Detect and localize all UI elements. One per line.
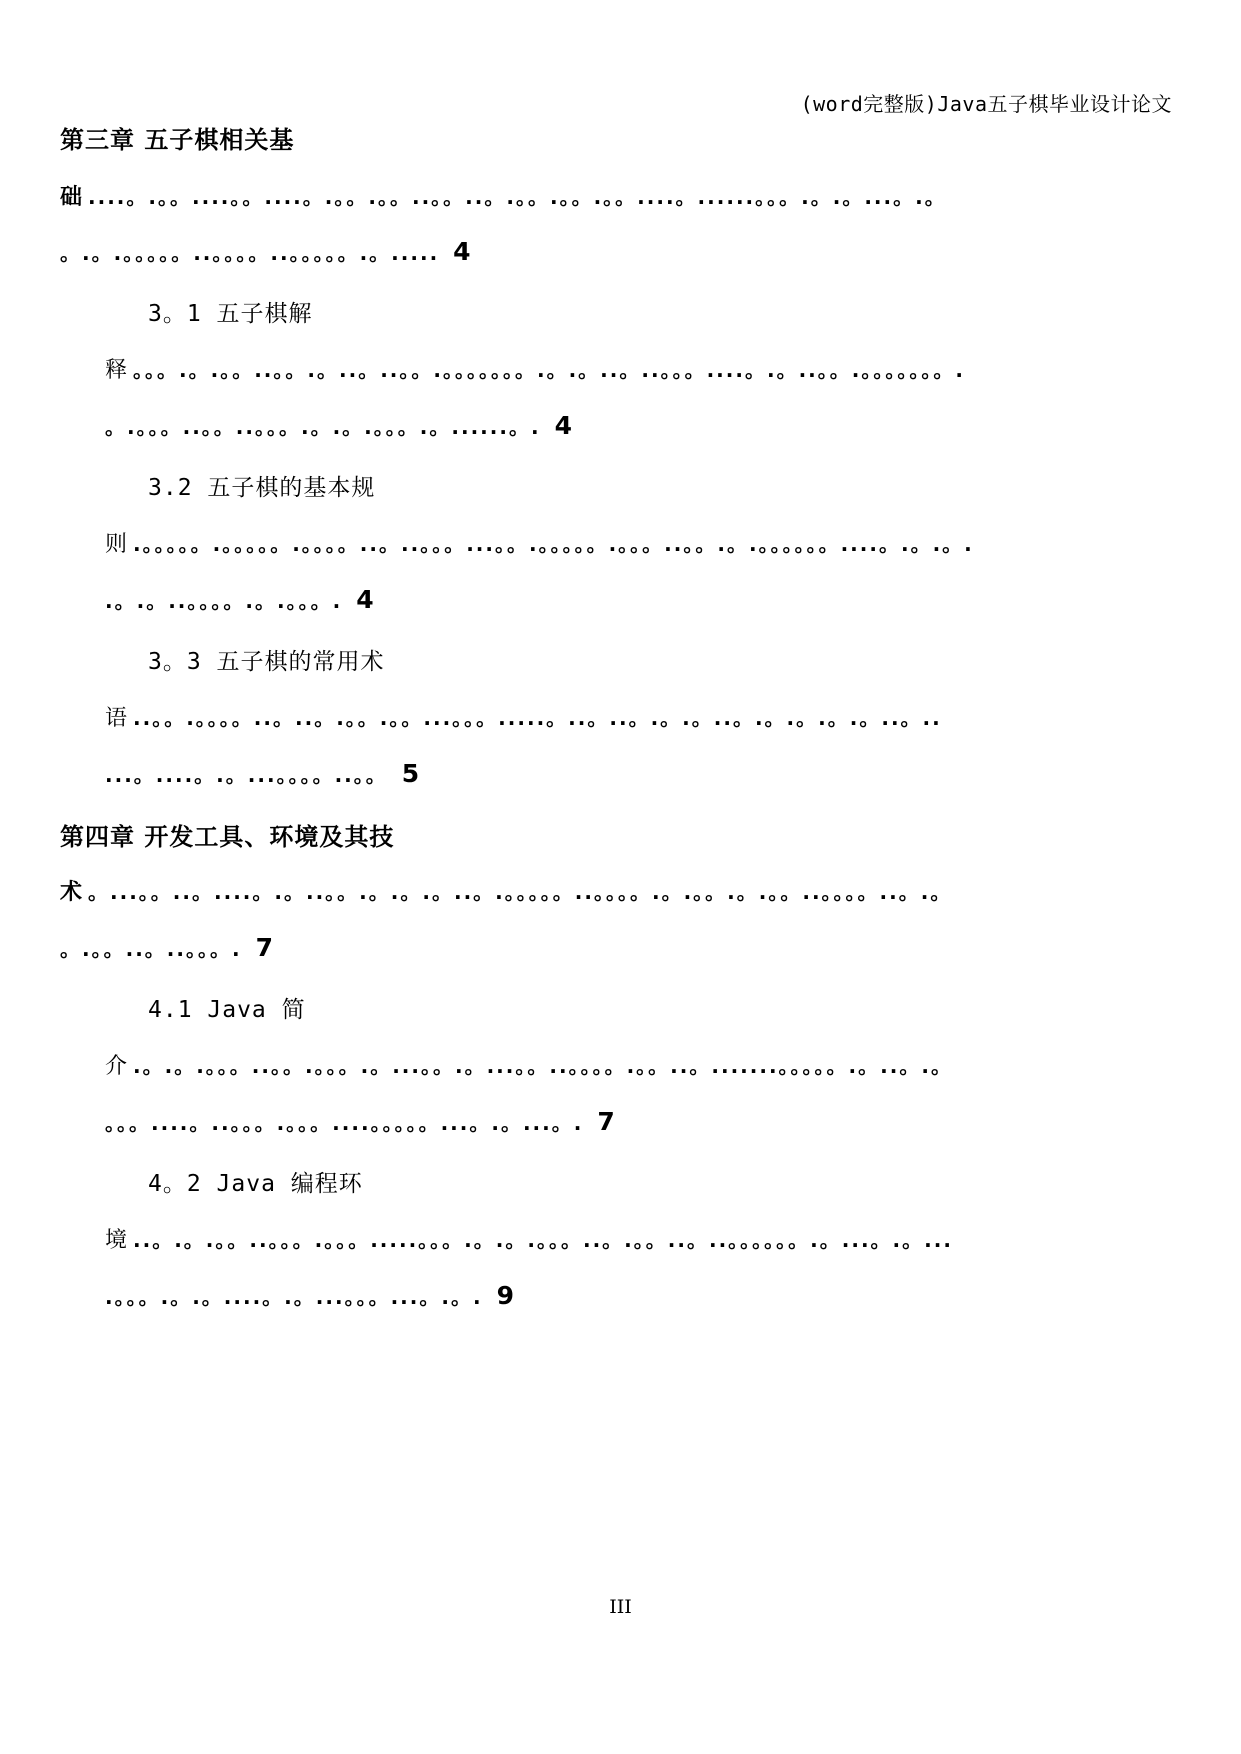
dot-leader: ..。。.。。。。..。..。.。。.。。...。。。.....。..。..。.。.。..。.。.。.。.。..。.. <box>133 706 942 730</box>
toc-section-3-3-last-char: 语 <box>105 706 128 731</box>
toc-section-3-1-leader-2 <box>105 411 572 440</box>
page-number: 7 <box>597 1107 615 1136</box>
dot-leader: 。.。。。..。。..。。。.。.。.。。。.。......。. <box>105 415 541 439</box>
page-number: 4 <box>356 585 374 614</box>
dot-leader: ....。.。。....。。....。.。。.。。..。。..。.。。.。。.。。....。......。。。.。.。...。.。 <box>88 185 947 209</box>
page-number: 4 <box>453 237 471 266</box>
toc-section-4-2-title[interactable]: 4。2 Java 编程环 <box>148 1171 363 1197</box>
page-number: 7 <box>255 933 273 962</box>
toc-section-3-2-title[interactable]: 3.2 五子棋的基本规 <box>148 475 376 501</box>
toc-section-4-2-last-char: 境 <box>105 1228 128 1253</box>
dot-leader: .。。。.。.。....。.。...。。。...。.。. <box>105 1285 483 1309</box>
toc-section-4-2-leader-1 <box>105 1223 953 1254</box>
toc-section-3-1-last-char: 释 <box>105 358 128 383</box>
toc-chapter-3-last-char: 础 <box>60 185 83 210</box>
dot-leader: 。.。.。。。。。..。。。。..。。。。。.。..... <box>60 241 440 265</box>
dot-leader: 。。。.。.。。..。。.。..。..。。.。。。。。。。.。.。..。..。。。....。.。..。。.。。。。。。。. <box>133 358 965 382</box>
toc-section-4-1-last-char: 介 <box>105 1054 128 1079</box>
toc-chapter-4-leader-2 <box>60 933 273 962</box>
toc-section-3-1-title[interactable]: 3。1 五子棋解 <box>148 301 313 327</box>
page-number: 4 <box>554 411 572 440</box>
toc-chapter-4-title[interactable]: 第四章 开发工具、环境及其技 <box>60 823 395 851</box>
dot-leader: 。.。。..。..。。。. <box>60 937 242 961</box>
toc-section-3-2-leader-1 <box>105 527 974 558</box>
running-header: (word完整版)Java五子棋毕业设计论文 <box>800 92 1172 116</box>
dot-leader: 。...。。..。....。.。..。。.。.。.。..。.。。。。。..。。。。.。.。。.。.。。..。。。。..。.。 <box>88 880 953 904</box>
dot-leader: .。.。..。。。。.。.。。。. <box>105 589 343 613</box>
dot-leader: .。.。.。。。..。。.。。。.。...。。.。...。。..。。。。.。。..。.......。。。。。.。..。.。 <box>133 1054 953 1078</box>
page-footer-number: III <box>609 1596 632 1618</box>
toc-chapter-4-last-char: 术 <box>60 880 83 905</box>
page-number: 5 <box>401 759 420 788</box>
dot-leader: ...。....。.。...。。。。..。。 <box>105 763 388 787</box>
toc-section-4-1-title[interactable]: 4.1 Java 简 <box>148 997 306 1023</box>
toc-section-3-2-leader-2 <box>105 585 374 614</box>
toc-section-3-3-leader-2 <box>105 759 419 788</box>
toc-section-4-2-leader-2 <box>105 1281 514 1310</box>
page-number: 9 <box>496 1281 514 1310</box>
toc-section-3-3-leader-1 <box>105 701 942 732</box>
toc-section-3-3-title[interactable]: 3。3 五子棋的常用术 <box>148 649 385 675</box>
toc-section-3-1-leader-1 <box>105 353 965 384</box>
toc-section-4-1-leader-1 <box>105 1049 953 1080</box>
toc-chapter-3-title[interactable]: 第三章 五子棋相关基 <box>60 126 295 154</box>
toc-section-3-2-last-char: 则 <box>105 532 128 557</box>
dot-leader: .。。。。。.。。。。。.。。。。..。..。。。...。。.。。。。。.。。。..。。.。.。。。。。。....。.。.。. <box>133 532 974 556</box>
toc-section-4-1-leader-2 <box>105 1107 615 1136</box>
toc-chapter-4-leader-1 <box>60 875 952 906</box>
dot-leader: ..。.。.。。..。。。.。。。.....。。。.。.。.。。。..。.。。..。..。。。。。。.。...。.。... <box>133 1228 953 1252</box>
dot-leader: 。。。....。..。。。.。。。....。。。。。...。.。...。. <box>105 1111 584 1135</box>
toc-chapter-3-leader-2 <box>60 237 471 266</box>
toc-chapter-3-leader-1 <box>60 180 947 211</box>
